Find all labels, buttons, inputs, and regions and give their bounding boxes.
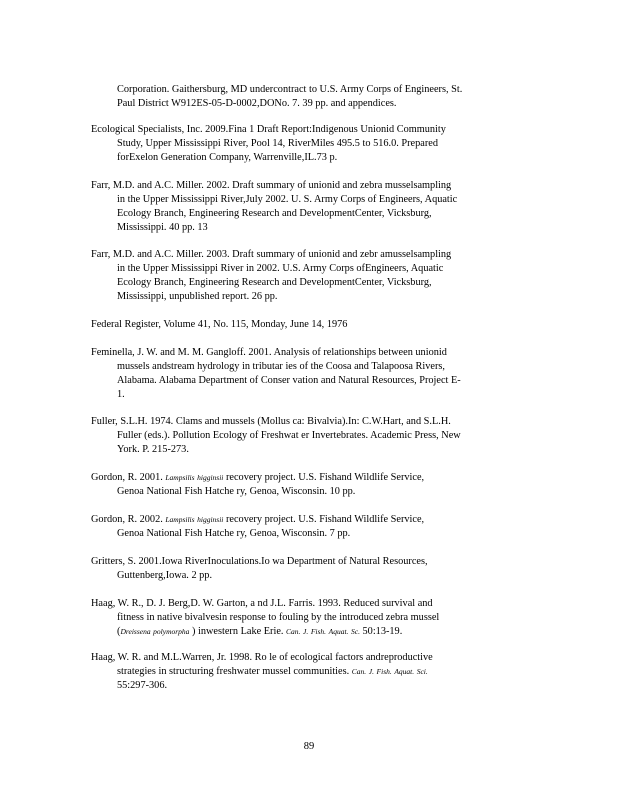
reference-line: Feminella, J. W. and M. M. Gangloff. 2001. Analysis of relationships between unionid xyxy=(91,347,447,358)
reference-line: Gritters, S. 2001.Iowa RiverInoculations.Io wa Department of Natural Resources, xyxy=(91,556,428,567)
reference-line: Farr, M.D. and A.C. Miller. 2002. Draft summary of unionid and zebra musselsampling xyxy=(91,180,452,191)
page-number: 89 xyxy=(303,741,315,752)
reference-line: Ecology Branch, Engineering Research and DevelopmentCenter, Vicksburg, xyxy=(117,277,432,288)
reference-entry xyxy=(91,318,524,332)
italic-term: polymorpha xyxy=(153,627,190,636)
italic-term: Can. xyxy=(286,627,301,636)
reference-line: in the Upper Mississippi River in 2002. U.S. Army Corps ofEngineers, Aquatic xyxy=(117,263,444,274)
reference-entry xyxy=(91,415,524,457)
reference-line: 55:297-306. xyxy=(117,680,168,691)
reference-line: fitness in native bivalvesin response to fouling by the introduced zebra mussel xyxy=(117,612,440,623)
reference-line: Corporation. Gaithersburg, MD undercontract to U.S. Army Corps of Engineers, St. xyxy=(117,84,463,95)
italic-term: J. xyxy=(303,627,309,636)
reference-entry xyxy=(91,513,524,541)
reference-line: Mississippi, unpublished report. 26 pp. xyxy=(117,291,278,302)
reference-line: Mississippi. 40 pp. 13 xyxy=(117,222,208,233)
reference-entry xyxy=(91,346,524,402)
reference-line: Paul District W912ES-05-D-0002,DONo. 7. 39 pp. and appendices. xyxy=(117,98,397,109)
reference-line: Federal Register, Volume 41, No. 115, Monday, June 14, 1976 xyxy=(91,319,348,330)
reference-line: Gordon, R. 2002. Lampsilis higginsii recovery project. U.S. Fishand Wildlife Service, xyxy=(91,514,425,525)
reference-entry xyxy=(91,471,524,499)
reference-entry xyxy=(91,83,524,111)
italic-term: Lampsilis xyxy=(165,515,195,524)
reference-line: Ecology Branch, Engineering Research and DevelopmentCenter, Vicksburg, xyxy=(117,208,432,219)
reference-line: Study, Upper Mississippi River, Pool 14, RiverMiles 495.5 to 516.0. Prepared xyxy=(117,138,438,149)
italic-term: Lampsilis xyxy=(165,473,195,482)
reference-line: Genoa National Fish Hatche ry, Genoa, Wisconsin. 10 pp. xyxy=(117,486,356,497)
italic-term: Sci. xyxy=(416,667,428,676)
reference-line: Gordon, R. 2001. Lampsilis higginsii recovery project. U.S. Fishand Wildlife Service, xyxy=(91,472,425,483)
reference-line: Alabama. Alabama Department of Conser vation and Natural Resources, Project E- xyxy=(117,375,461,386)
reference-entry xyxy=(91,651,524,693)
reference-entry xyxy=(91,248,524,304)
reference-line: Ecological Specialists, Inc. 2009.Fina 1 Draft Report:Indigenous Unionid Community xyxy=(91,124,446,135)
italic-term: Sc. xyxy=(350,627,360,636)
reference-entry xyxy=(91,179,524,235)
reference-line: Guttenberg,Iowa. 2 pp. xyxy=(117,570,213,581)
italic-term: higginsii xyxy=(197,473,224,482)
reference-line: Farr, M.D. and A.C. Miller. 2003. Draft summary of unionid and zebr amusselsampling xyxy=(91,249,452,260)
italic-term: Dreissena xyxy=(120,627,151,636)
reference-entry xyxy=(91,597,524,639)
reference-line: 1. xyxy=(117,389,125,400)
reference-line: in the Upper Mississippi River,July 2002. U. S. Army Corps of Engineers, Aquatic xyxy=(117,194,458,205)
reference-entry xyxy=(91,123,524,165)
reference-line: forExelon Generation Company, Warrenville,IL.73 p. xyxy=(117,152,338,163)
italic-term: Can. xyxy=(351,667,367,676)
italic-term: Aquat. xyxy=(328,627,349,636)
reference-line: York. P. 215-273. xyxy=(117,444,189,455)
reference-line: Fuller (eds.). Pollution Ecology of Freshwat er Invertebrates. Academic Press, New xyxy=(117,430,461,441)
italic-term: J. xyxy=(368,667,374,676)
reference-entry xyxy=(91,555,524,583)
italic-term: Fish. xyxy=(310,627,327,636)
reference-line: Genoa National Fish Hatche ry, Genoa, Wisconsin. 7 pp. xyxy=(117,528,351,539)
reference-line: Haag, W. R., D. J. Berg,D. W. Garton, a nd J.L. Farris. 1993. Reduced survival and xyxy=(91,598,433,609)
reference-line: Haag, W. R. and M.L.Warren, Jr. 1998. Ro le of ecological factors andreproductive xyxy=(91,652,433,663)
reference-line: (Dreissena polymorpha ) inwestern Lake Erie. Can. J. Fish. Aquat. Sc. 50:13-19. xyxy=(117,626,403,637)
reference-line: mussels andstream hydrology in tributar ies of the Coosa and Talapoosa Rivers, xyxy=(117,361,445,372)
reference-line: Fuller, S.L.H. 1974. Clams and mussels (Mollus ca: Bivalvia).In: C.W.Hart, and S.L.H. xyxy=(91,416,451,427)
reference-line: strategies in structuring freshwater mussel communities. Can. J. Fish. Aquat. Sci. xyxy=(117,666,428,677)
italic-term: Fish. xyxy=(376,667,392,676)
italic-term: Aquat. xyxy=(394,667,415,676)
italic-term: higginsii xyxy=(197,515,224,524)
